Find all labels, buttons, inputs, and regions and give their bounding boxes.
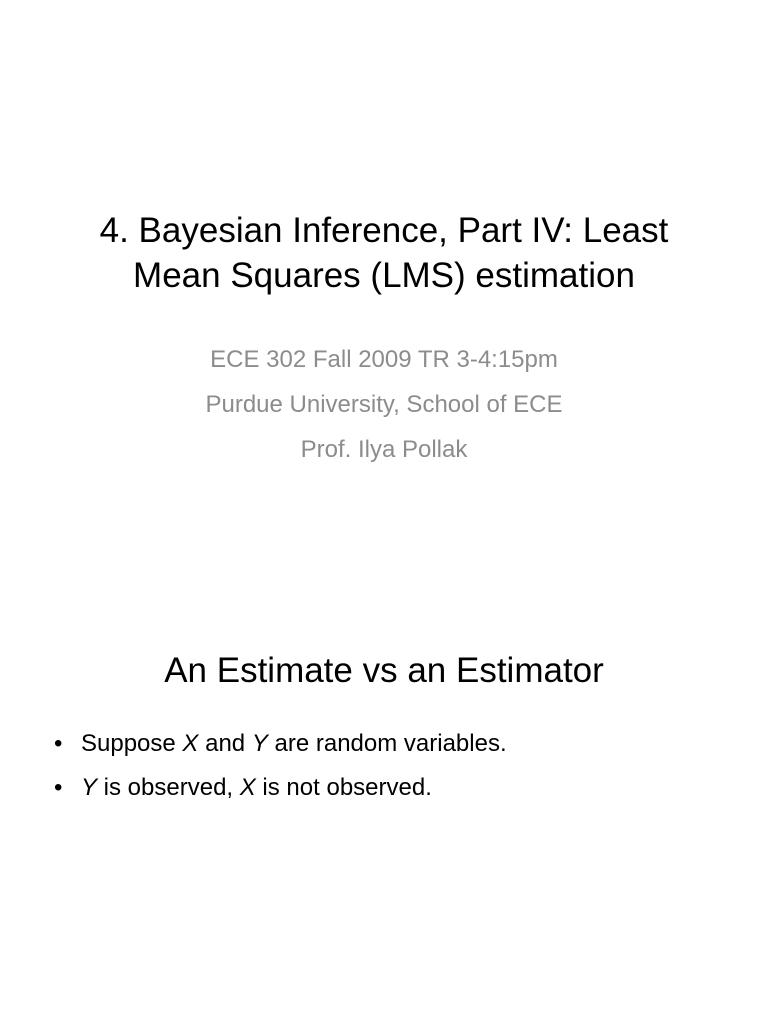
variable-x: X — [239, 774, 256, 801]
bullet-item — [54, 722, 728, 766]
instructor-name: Prof. Ilya Pollak — [300, 436, 468, 463]
university-info: Purdue University, School of ECE — [205, 391, 563, 418]
bullet-text: is observed, — [97, 774, 240, 801]
bullet-text: is not observed. — [255, 774, 432, 801]
bullet-list — [54, 722, 728, 810]
bullet-dot-icon: • — [54, 730, 63, 757]
variable-x: X — [182, 730, 199, 757]
slide-title-line-1: 4. Bayesian Inference, Part IV: Least — [99, 211, 669, 250]
content-slide — [0, 576, 768, 1024]
bullet-item — [54, 766, 728, 810]
variable-y: Y — [251, 730, 268, 757]
bullet-text: Suppose — [81, 730, 183, 757]
content-slide-title: An Estimate vs an Estimator — [164, 651, 604, 690]
slide-title-line-2: Mean Squares (LMS) estimation — [133, 256, 635, 295]
slide-subtitle — [40, 337, 728, 472]
bullet-text: and — [198, 730, 252, 757]
bullet-dot-icon: • — [54, 774, 63, 801]
slide-title — [40, 208, 728, 298]
variable-y: Y — [81, 774, 98, 801]
course-info: ECE 302 Fall 2009 TR 3-4:15pm — [210, 346, 558, 373]
bullet-text: are random variables. — [267, 730, 507, 757]
